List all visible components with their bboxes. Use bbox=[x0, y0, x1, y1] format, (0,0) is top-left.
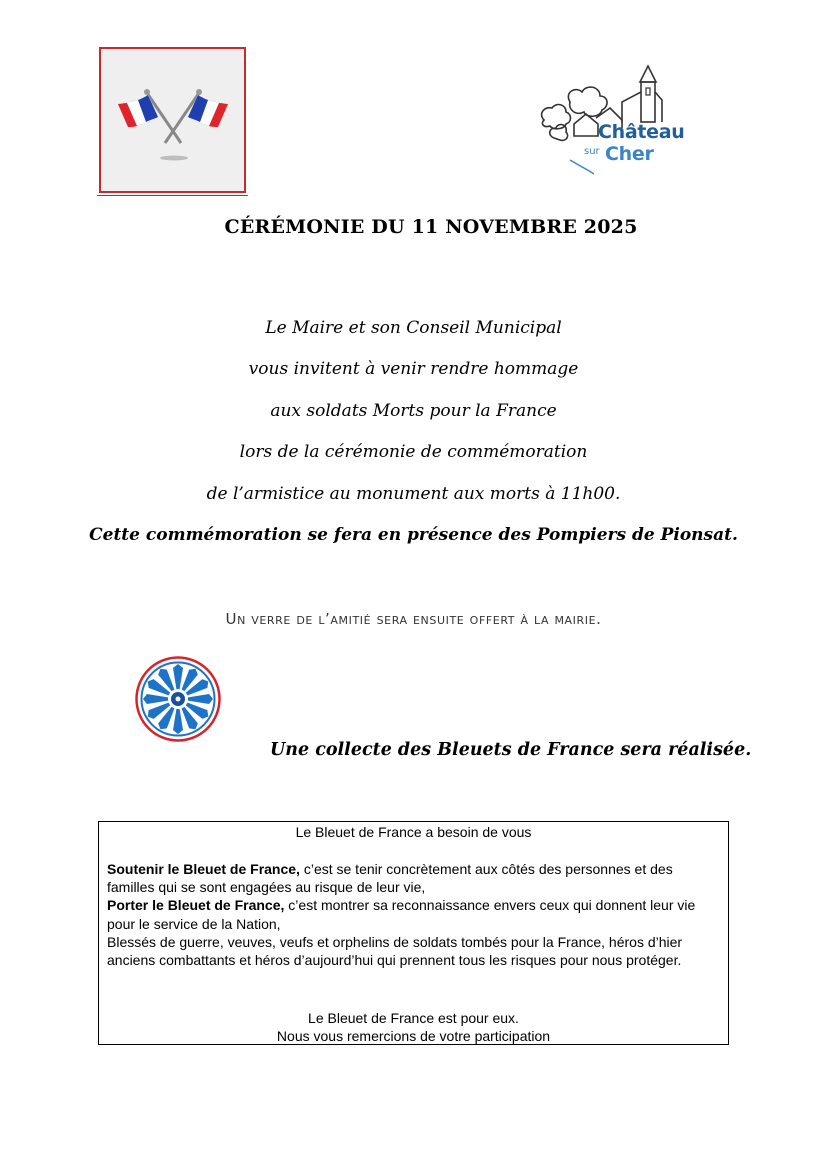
box-footer-line: Nous vous remercions de votre participation bbox=[276, 1028, 551, 1045]
box-paragraph-porter bbox=[107, 896, 722, 932]
porter-label: Porter le Bleuet de France, bbox=[107, 897, 285, 914]
invitation-line: lors de la cérémonie de commémoration bbox=[239, 442, 588, 462]
french-flags-icon bbox=[101, 49, 244, 191]
collecte-bleuets-notice: Une collecte des Bleuets de France sera réalisée. bbox=[270, 740, 752, 760]
verre-amitie-notice: Un verre de l’amitié sera ensuite offert à la mairie. bbox=[225, 610, 602, 628]
box-paragraph-blesses: Blessés de guerre, veuves, veufs et orphelins de soldats tombés pour la France, héros d’hier anciens combattants et héros d’aujourd’hui qui prennent tous les risques pour nous protéger. bbox=[107, 933, 683, 969]
invitation-line: vous invitent à venir rendre hommage bbox=[248, 359, 579, 379]
logo-name-chateau: Château bbox=[598, 121, 685, 143]
box-body bbox=[107, 860, 722, 969]
soutenir-label: Soutenir le Bleuet de France, bbox=[107, 861, 300, 877]
box-footer-line: Le Bleuet de France est pour eux. bbox=[308, 1010, 519, 1026]
bleuet-info-box bbox=[98, 821, 729, 1045]
page-title: CÉRÉMONIE DU 11 NOVEMBRE 2025 bbox=[224, 216, 638, 238]
logo-name-sur: sur bbox=[584, 146, 600, 157]
bleuet-de-france-icon bbox=[135, 656, 221, 742]
invitation-line: Le Maire et son Conseil Municipal bbox=[265, 318, 562, 338]
box-footer bbox=[99, 1009, 728, 1045]
logo-name-cher: Cher bbox=[605, 143, 654, 165]
crossed-flags-image bbox=[99, 47, 246, 193]
box-heading: Le Bleuet de France a besoin de vous bbox=[295, 824, 532, 840]
box-paragraph-soutenir bbox=[107, 860, 722, 896]
porter-text: c’est montrer sa reconnaissance envers ceux qui donnent leur vie pour le service de la Nation, bbox=[107, 897, 696, 932]
invitation-line: Cette commémoration se fera en présence des Pompiers de Pionsat. bbox=[89, 525, 738, 545]
soutenir-text: c’est se tenir concrètement aux côtés des personnes et des familles qui se sont engagées au risque de leur vie, bbox=[107, 861, 673, 896]
invitation-line: aux soldats Morts pour la France bbox=[270, 401, 557, 421]
invitation-line: de l’armistice au monument aux morts à 11h00. bbox=[206, 484, 621, 504]
frame-underline bbox=[97, 195, 248, 196]
